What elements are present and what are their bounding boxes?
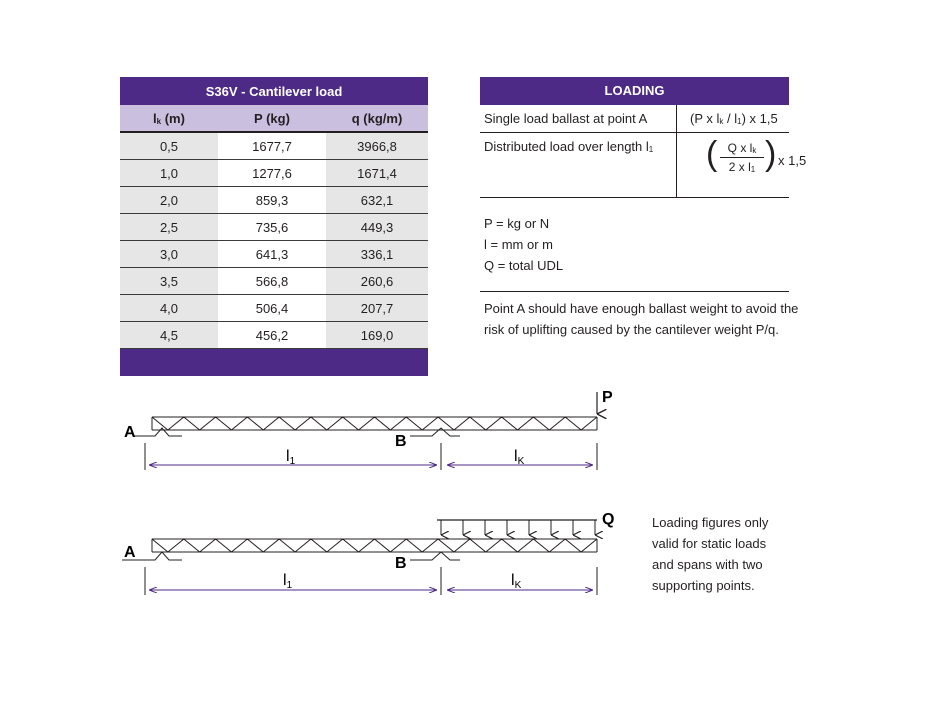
table-cell-lk: 1,0 [120,160,218,187]
table-cell-p: 506,4 [218,295,326,322]
legend-line: l = mm or m [484,237,553,252]
table-cell-p: 641,3 [218,241,326,268]
legend-line: P = kg or N [484,216,550,231]
length-l1-label: l1 [286,448,296,467]
point-a-label: A [124,424,136,441]
table-cell-p: 859,3 [218,187,326,214]
table-cell-p: 566,8 [218,268,326,295]
column-header-p: P (kg) [218,105,326,132]
open-paren: ( [706,135,718,173]
distributed-load-factor: x 1,5 [778,153,807,168]
ballast-note: Point A should have enough ballast weight to avoid the risk of uplifting caused by the cantilever weight P/q. [484,301,799,337]
legend-line: Q = total UDL [484,258,564,273]
table-cell-lk: 3,0 [120,241,218,268]
single-load-formula: (P x lk / l1) x 1,5 [690,111,778,126]
table-cell-lk: 2,0 [120,187,218,214]
table-cell-q: 1671,4 [326,160,428,187]
table-cell-q: 169,0 [326,322,428,349]
load-q-label: Q [602,511,615,528]
support-b [410,552,460,560]
length-lk-label: lK [514,448,525,467]
table-cell-lk: 4,0 [120,295,218,322]
table-cell-q: 207,7 [326,295,428,322]
length-lk-label: lK [511,572,522,591]
truss-beam [152,539,597,552]
table-cell-p: 1277,6 [218,160,326,187]
distributed-load-fraction: $\frac{\text{Q x lk}}{\text{2 x l1}}$ [720,141,764,174]
support-a [133,428,182,436]
column-header-q: q (kg/m) [326,105,428,132]
table-cell-p: 735,6 [218,214,326,241]
diagram-point-load [124,389,613,470]
truss-beam [152,417,597,430]
table-cell-q: 449,3 [326,214,428,241]
table-cell-q: 336,1 [326,241,428,268]
loading-title: LOADING [480,77,789,105]
table-cell-lk: 2,5 [120,214,218,241]
diagram-distributed-load [122,511,614,595]
table-cell-lk: 3,5 [120,268,218,295]
table-cell-p: 1677,7 [218,132,326,160]
static-load-note: Loading figures only valid for static loads and spans with two supporting points. [652,515,769,593]
point-b-label: B [395,555,407,572]
table-cell-q: 3966,8 [326,132,428,160]
table-cell-lk: 0,5 [120,132,218,160]
table-cell-q: 260,6 [326,268,428,295]
table-title: S36V - Cantilever load [120,77,428,105]
point-a-label: A [124,544,136,561]
udl-arrows [441,520,595,535]
length-l1-label: l1 [283,572,293,591]
table-cell-q: 632,1 [326,187,428,214]
single-load-label: Single load ballast at point A [484,111,648,126]
column-header-lk: lk (m) [120,105,218,132]
load-p-label: P [602,389,613,406]
table-cell-lk: 4,5 [120,322,218,349]
close-paren: ) [765,135,777,173]
distributed-load-label: Distributed load over length l1 [484,139,654,154]
table-cell-p: 456,2 [218,322,326,349]
point-b-label: B [395,433,407,450]
